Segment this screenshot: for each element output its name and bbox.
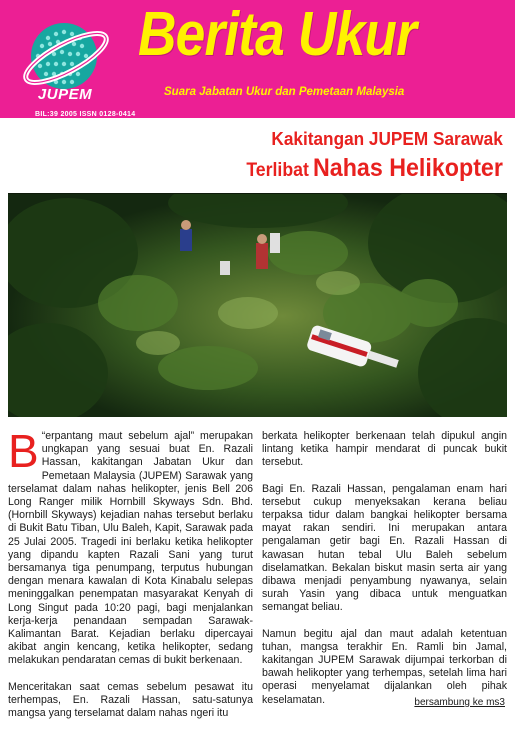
headline-main: Nahas Helikopter [313,154,503,182]
headline-line-2 [246,154,503,183]
article-column-left [8,425,253,733]
headline-prefix: Terlibat [246,160,309,181]
headline-line-1: Kakitangan JUPEM Sarawak [271,128,503,149]
article-paragraph-4: Bagi En. Razali Hassan, pengalaman enam hari tersebut cukup menyeksakan kerana beliau terpaksa tidur dalam bangkai helikopter bersama mayat rakan sendiri. Ini merupakan antara pengalaman getir bagi En. Razali Hassan di kawasan hutan tebal Ulu Baleh sebelum diselamatkan. Bekalan biskut masin serta air yang dibawa menjadi penyambung nyawanya, selain surah Yasin yang dibaca untuk menguatkan semangat beliau. [262,482,507,614]
continued-link[interactable]: bersambung ke ms3 [414,697,505,708]
article-column-right [262,430,507,720]
helicopter-wreck-photo [8,193,507,417]
drop-cap: B [8,425,39,477]
publication-subtitle: Suara Jabatan Ukur dan Pemetaan Malaysia [164,86,405,98]
paragraph-1-text: erpantang maut sebelum ajal” merupakan ungkapan yang sesuai buat En. Razali Hassan, kakitangan Jabatan Ukur dan Pemetaan Malaysia (JUPEM) Sarawak yang terselamat dalam nahas helikopter, jenis Bell 206 Long Ranger milik Hornbill Skyways Sdn. Bhd. (Hornbill Skyways) kejadian nahas tersebut berlaku di Bukit Batu Tiban, Ulu Baleh, Kapit, Sarawak pada 25 Julai 2005. Tragedi ini berlaku ketika helikopter yang dipandu kapten Razali Sani yang turut bersamanya tiga penumpang, terputus hubungan dengan menara kawalan di Kota Kinabalu selepas meninggalkan penempatan masyarakat Kenyah di Long Singut pada 10:20 pagi, bagi menjalankan kerja-kerja penandaan sempadan Sarawak-Kalimantan Barat. Kejadian berlaku dipercayai akibat angin kencang, ketika helikopter, sedang melakukan pendaratan cemas di bukit berkenaan. [8,430,253,667]
issue-info: BIL:39 2005 ISSN 0128-0414 [35,111,136,118]
opening-quote: “ [41,430,46,442]
masthead [0,0,515,118]
logo-text: JUPEM [37,86,93,103]
jungle-crash-scene-icon [8,193,507,417]
publication-title: Berita Ukur [138,0,416,69]
article-paragraph-2: Menceritakan saat cemas sebelum pesawat itu terhempas, En. Razali Hassan, satu-satunya mangsa yang terselamat dalam nahas ngeri itu [8,680,253,720]
article-paragraph-3: berkata helikopter berkenaan telah dipukul angin lintang ketika hampir mendarat di puncak bukit tersebut. [262,430,507,469]
article-paragraph-1 [8,425,253,668]
article-paragraph-5: Namun begitu ajal dan maut adalah ketentuan tuhan, mangsa terakhir En. Ramli bin Jamal, kakitangan JUPEM Sarawak dijumpai terkorban di bawah helikopter yang terhempas, setelah lima hari operasi menyelamat dijalankan oleh pihak keselamatan. [262,627,507,706]
